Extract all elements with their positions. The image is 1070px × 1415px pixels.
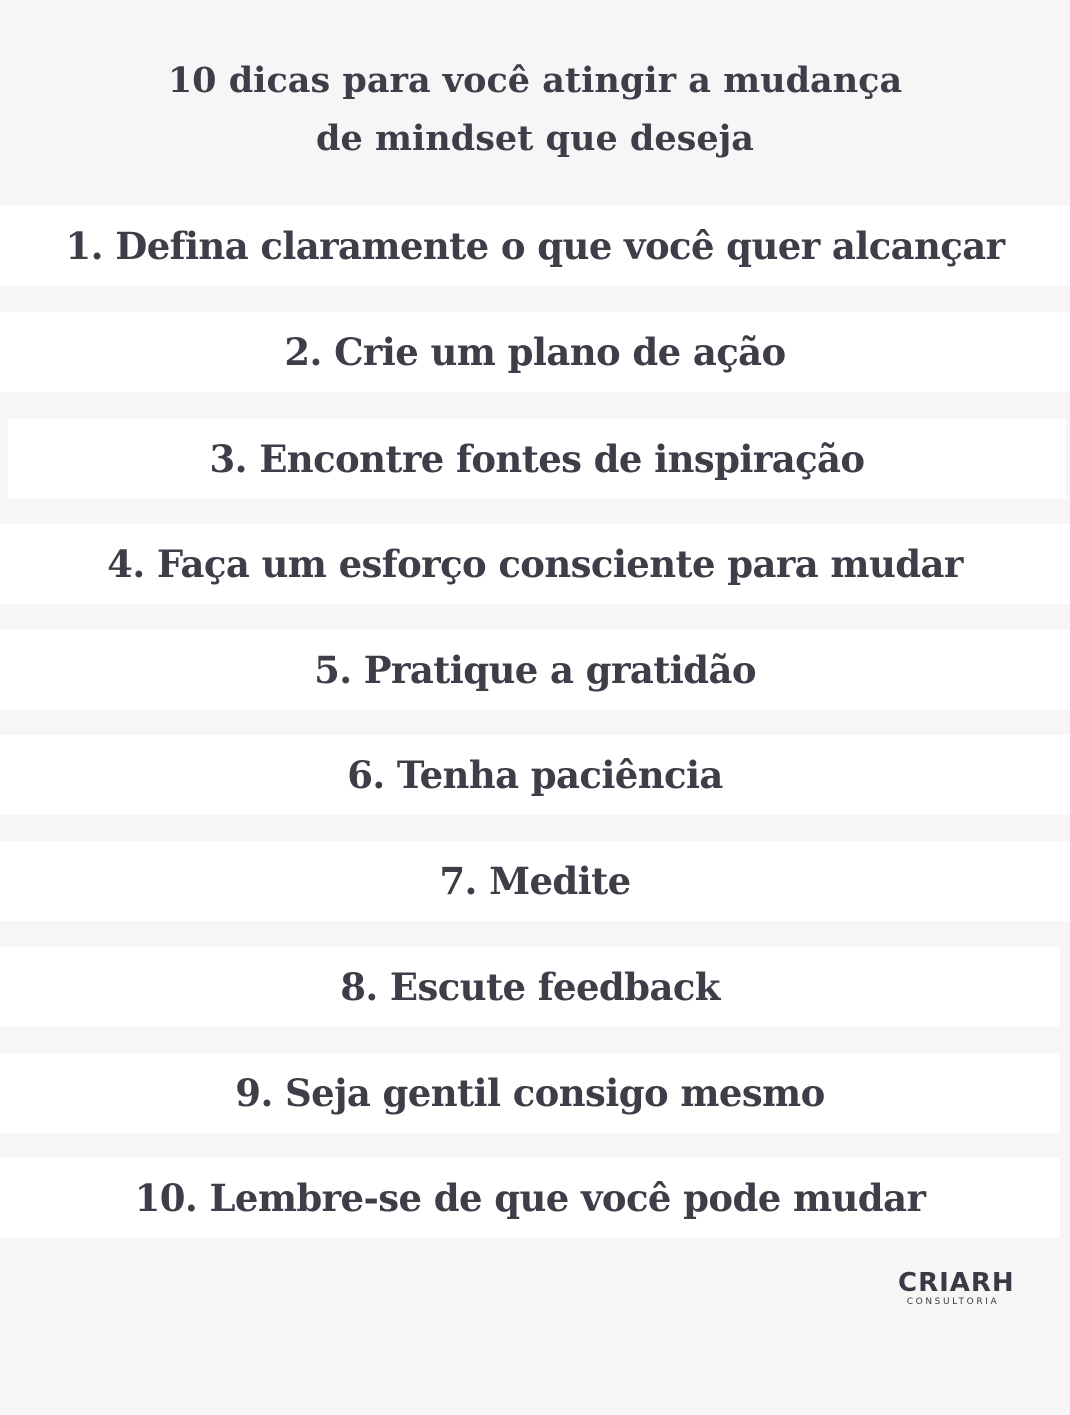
tip-item-7: 7. Medite (0, 841, 1070, 921)
logo-wordmark: CRIARH (898, 1268, 1015, 1298)
tip-item-9: 9. Seja gentil consigo mesmo (0, 1053, 1060, 1133)
tip-item-1: 1. Defina claramente o que você quer alcançar (0, 206, 1070, 286)
tip-item-3: 3. Encontre fontes de inspiração (8, 419, 1066, 499)
title-line-2: de mindset que deseja (316, 118, 754, 159)
tip-item-4: 4. Faça um esforço consciente para mudar (0, 524, 1070, 604)
tip-item-2: 2. Crie um plano de ação (0, 312, 1070, 392)
tip-item-5: 5. Pratique a gratidão (0, 630, 1070, 710)
title-line-1: 10 dicas para você atingir a mudança (167, 60, 903, 101)
tip-item-6: 6. Tenha paciência (0, 735, 1070, 815)
page-title (0, 52, 1070, 168)
tip-item-10: 10. Lembre-se de que você pode mudar (0, 1158, 1060, 1238)
tip-item-8: 8. Escute feedback (0, 947, 1060, 1027)
criarh-logo (898, 1268, 1015, 1308)
logo-subtitle: CONSULTORIA (906, 1297, 1000, 1307)
